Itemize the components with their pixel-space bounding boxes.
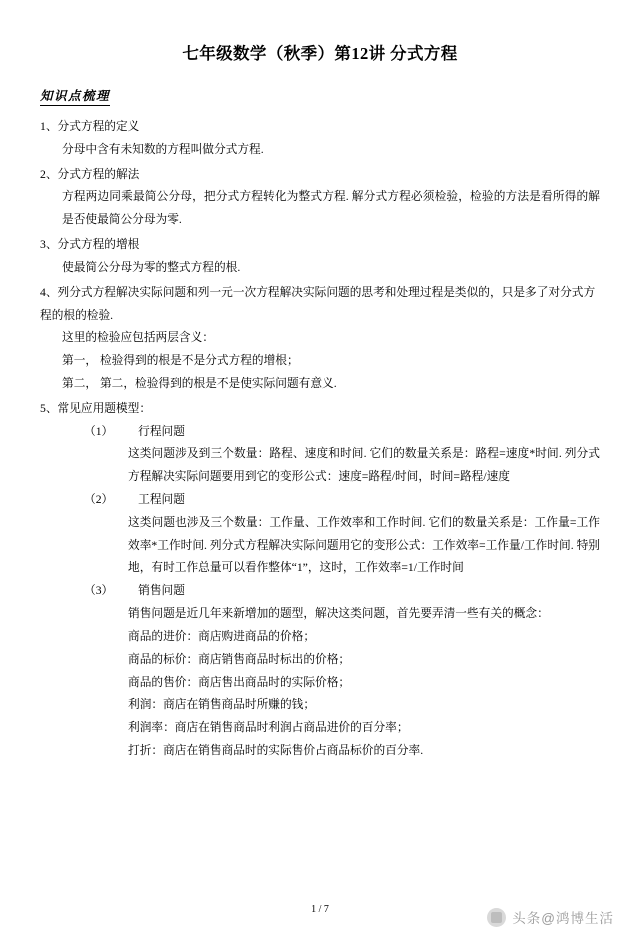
sub-item-paragraph: 利润：商店在销售商品时所赚的钱； <box>128 698 316 712</box>
page-number: 1 / 7 <box>311 904 329 915</box>
sub-item-paragraph: 这类问题涉及到三个数量：路程、速度和时间. 它们的数量关系是：路程=速度*时间. 列分式方程解决实际问题要用到它的变形公式：速度=路程/时间，时间=路程/速度 <box>128 447 600 484</box>
sub-list-item <box>84 421 600 444</box>
item-label: 2、 <box>40 167 58 181</box>
watermark <box>487 907 614 927</box>
sub-item-heading: 行程问题 <box>138 424 185 438</box>
item-paragraph: 第一， 检验得到的根是不是分式方程的增根； <box>62 354 299 368</box>
document-body <box>40 116 600 763</box>
page-title: 七年级数学（秋季）第12讲 分式方程 <box>182 44 458 63</box>
toutiao-logo-icon <box>487 908 506 927</box>
item-paragraph: 分母中含有未知数的方程叫做分式方程. <box>62 142 264 156</box>
section-heading: 知识点梳理 <box>40 86 110 106</box>
item-label: 1、 <box>40 120 58 133</box>
sub-item-paragraph: 这类问题也涉及三个数量：工作量、工作效率和工作时间. 它们的数量关系是：工作量=工作效率*工作时间. 列分式方程解决实际问题用它的变形公式：工作效率=工作量/工作时间. 特别地，有时工作总量可以看作整体“1”，这时，工作效率=1/工作时间 <box>128 515 600 575</box>
section-heading-wrap <box>0 64 640 106</box>
list-item <box>40 116 600 139</box>
item-paragraph: 第二， 第二，检验得到的根是不是使实际问题有意义. <box>62 376 337 390</box>
document-page <box>0 40 640 945</box>
list-item <box>40 398 600 421</box>
sub-item-label: （2） <box>84 493 114 506</box>
item-label: 5、 <box>40 401 58 415</box>
item-paragraph: 这里的检验应包括两层含义： <box>62 331 214 345</box>
sub-item-paragraph: 商品的进价：商店购进商品的价格； <box>128 629 316 643</box>
item-label: 4、 <box>40 285 58 299</box>
sub-list-item <box>84 489 600 512</box>
sub-item-heading: 销售问题 <box>138 584 185 598</box>
sub-item-paragraph: 商品的售价：商店售出商品时的实际价格； <box>128 675 351 689</box>
sub-item-heading: 工程问题 <box>138 493 185 506</box>
item-heading: 分式方程的定义 <box>57 120 140 133</box>
item-heading: 分式方程的解法 <box>57 167 140 181</box>
item-paragraph: 方程两边同乘最简公分母，把分式方程转化为整式方程. 解分式方程必须检验，检验的方法是看所得的解是否使最简公分母为零. <box>62 190 600 227</box>
item-label: 3、 <box>40 238 58 252</box>
sub-list-item <box>84 580 600 603</box>
sub-item-paragraph: 利润率：商店在销售商品时利润占商品进价的百分率； <box>128 721 409 735</box>
item-heading: 分式方程的增根 <box>57 238 140 252</box>
item-heading: 列分式方程解决实际问题和列一元一次方程解决实际问题的思考和处理过程是类似的，只是多了对分式方程的根的检验. <box>40 285 596 322</box>
sub-item-label: （3） <box>84 584 114 598</box>
list-item <box>40 234 600 257</box>
sub-item-paragraph: 商品的标价：商店销售商品时标出的价格； <box>128 652 351 666</box>
list-item <box>40 164 600 187</box>
list-item <box>40 282 600 328</box>
watermark-text: 头条@鸿博生活 <box>512 911 614 926</box>
item-paragraph: 使最简公分母为零的整式方程的根. <box>62 260 241 274</box>
sub-item-paragraph: 销售问题是近几年来新增加的题型，解决这类问题，首先要弄清一些有关的概念： <box>128 607 549 621</box>
sub-item-paragraph: 打折：商店在销售商品时的实际售价占商品标价的百分率. <box>128 743 424 757</box>
item-heading: 常见应用题模型： <box>57 401 152 415</box>
sub-item-label: （1） <box>84 424 114 438</box>
